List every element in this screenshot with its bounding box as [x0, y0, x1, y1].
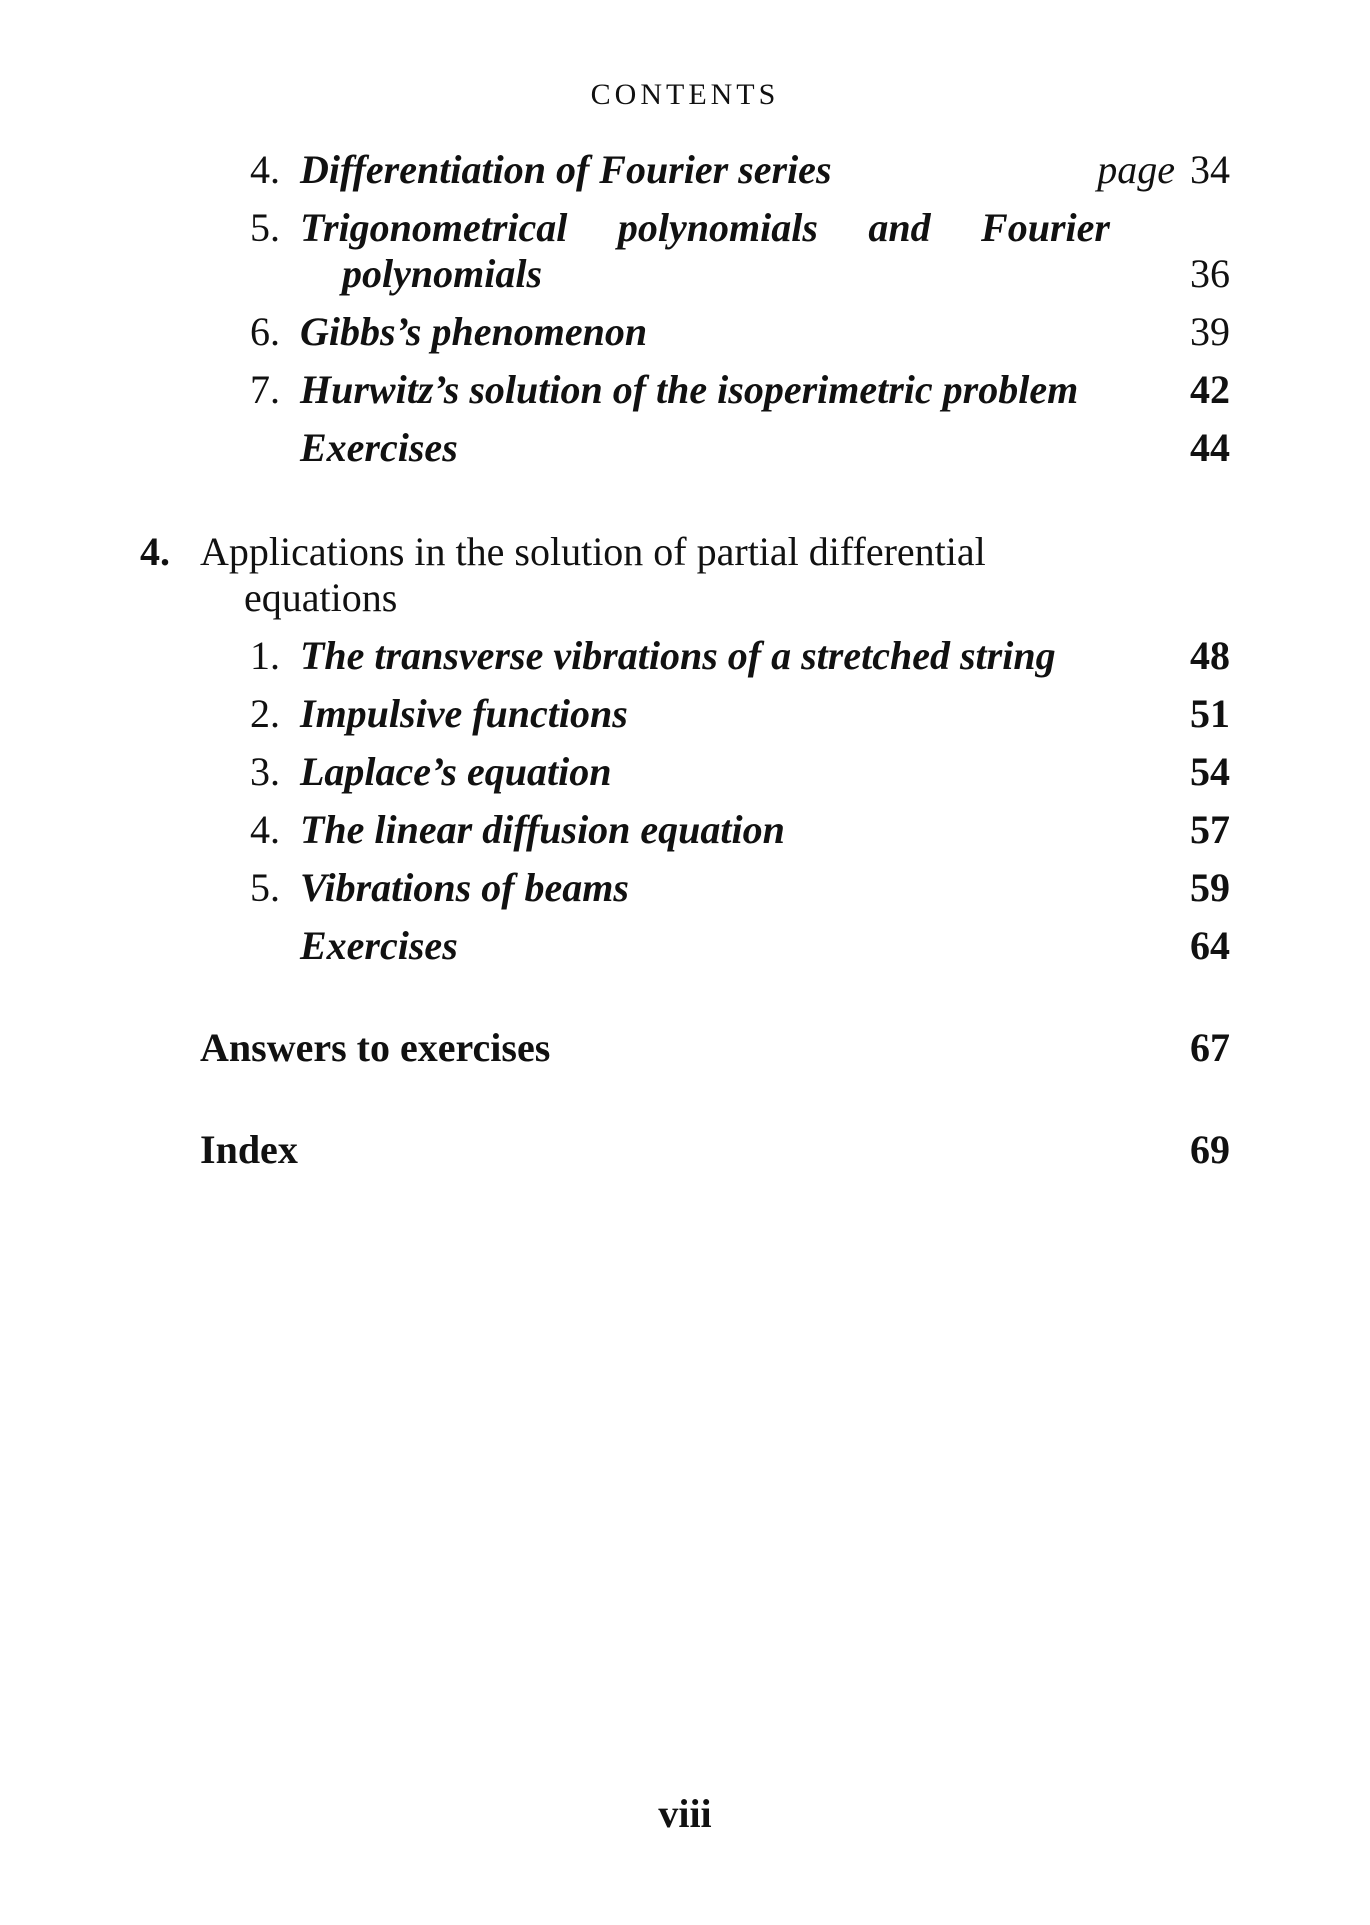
title-word: Fourier [981, 205, 1110, 250]
toc-entry-page: 36 [1190, 251, 1230, 296]
toc-entry-title-continued: polynomials [342, 251, 543, 296]
toc-entry-page: 57 [1190, 807, 1230, 852]
toc-entry-title: Exercises [300, 923, 458, 968]
toc-entry-title: Differentiation of Fourier series [300, 147, 832, 192]
toc-entry-page: 48 [1190, 633, 1230, 678]
toc-entry-number: 1. [250, 633, 280, 678]
toc-entry-page: 67 [1190, 1025, 1230, 1070]
chapter-title: Applications in the solution of partial differential [200, 529, 986, 574]
toc-entry-number: 4. [250, 807, 280, 852]
toc-entry-page: 39 [1190, 309, 1230, 354]
toc-entry-title: Laplace’s equation [300, 749, 612, 794]
toc-entry-number: 4. [250, 147, 280, 192]
toc-entry-title: Index [200, 1127, 298, 1172]
toc-entry-number: 2. [250, 691, 280, 736]
toc-entry-title: Hurwitz’s solution of the isoperimetric problem [300, 367, 1079, 412]
toc-entry-page: 34 [1190, 147, 1230, 192]
toc-entry-title: Impulsive functions [300, 691, 628, 736]
toc-entry-number: 3. [250, 749, 280, 794]
toc-entry-title: Answers to exercises [200, 1025, 551, 1070]
toc-entry-page: 59 [1190, 865, 1230, 910]
toc-entry-title [300, 206, 1110, 250]
chapter-number: 4. [140, 529, 170, 574]
toc-entry-number: 5. [250, 865, 280, 910]
toc-entry-number: 6. [250, 309, 280, 354]
toc-entry-number: 5. [250, 205, 280, 250]
page-header: CONTENTS [590, 78, 780, 111]
toc-entry-title: Vibrations of beams [300, 865, 629, 910]
page-folio: viii [658, 1791, 712, 1836]
toc-entry-page: 64 [1190, 923, 1230, 968]
toc-entry-title: The linear diffusion equation [300, 807, 785, 852]
chapter-title-continued: equations [244, 575, 398, 620]
toc-entry-page: 54 [1190, 749, 1230, 794]
title-word: Trigonometrical [300, 205, 568, 250]
toc-entry-page: 44 [1190, 425, 1230, 470]
title-word: and [868, 205, 931, 250]
title-word: polynomials [617, 205, 818, 250]
page-prefix: page [1097, 147, 1175, 192]
toc-entry-page: 69 [1190, 1127, 1230, 1172]
toc-entry-page: 51 [1190, 691, 1230, 736]
toc-entry-title: Exercises [300, 425, 458, 470]
toc-entry-number: 7. [250, 367, 280, 412]
toc-entry-title: The transverse vibrations of a stretched string [300, 633, 1056, 678]
toc-entry-page: 42 [1190, 367, 1230, 412]
toc-entry-title: Gibbs’s phenomenon [300, 309, 648, 354]
